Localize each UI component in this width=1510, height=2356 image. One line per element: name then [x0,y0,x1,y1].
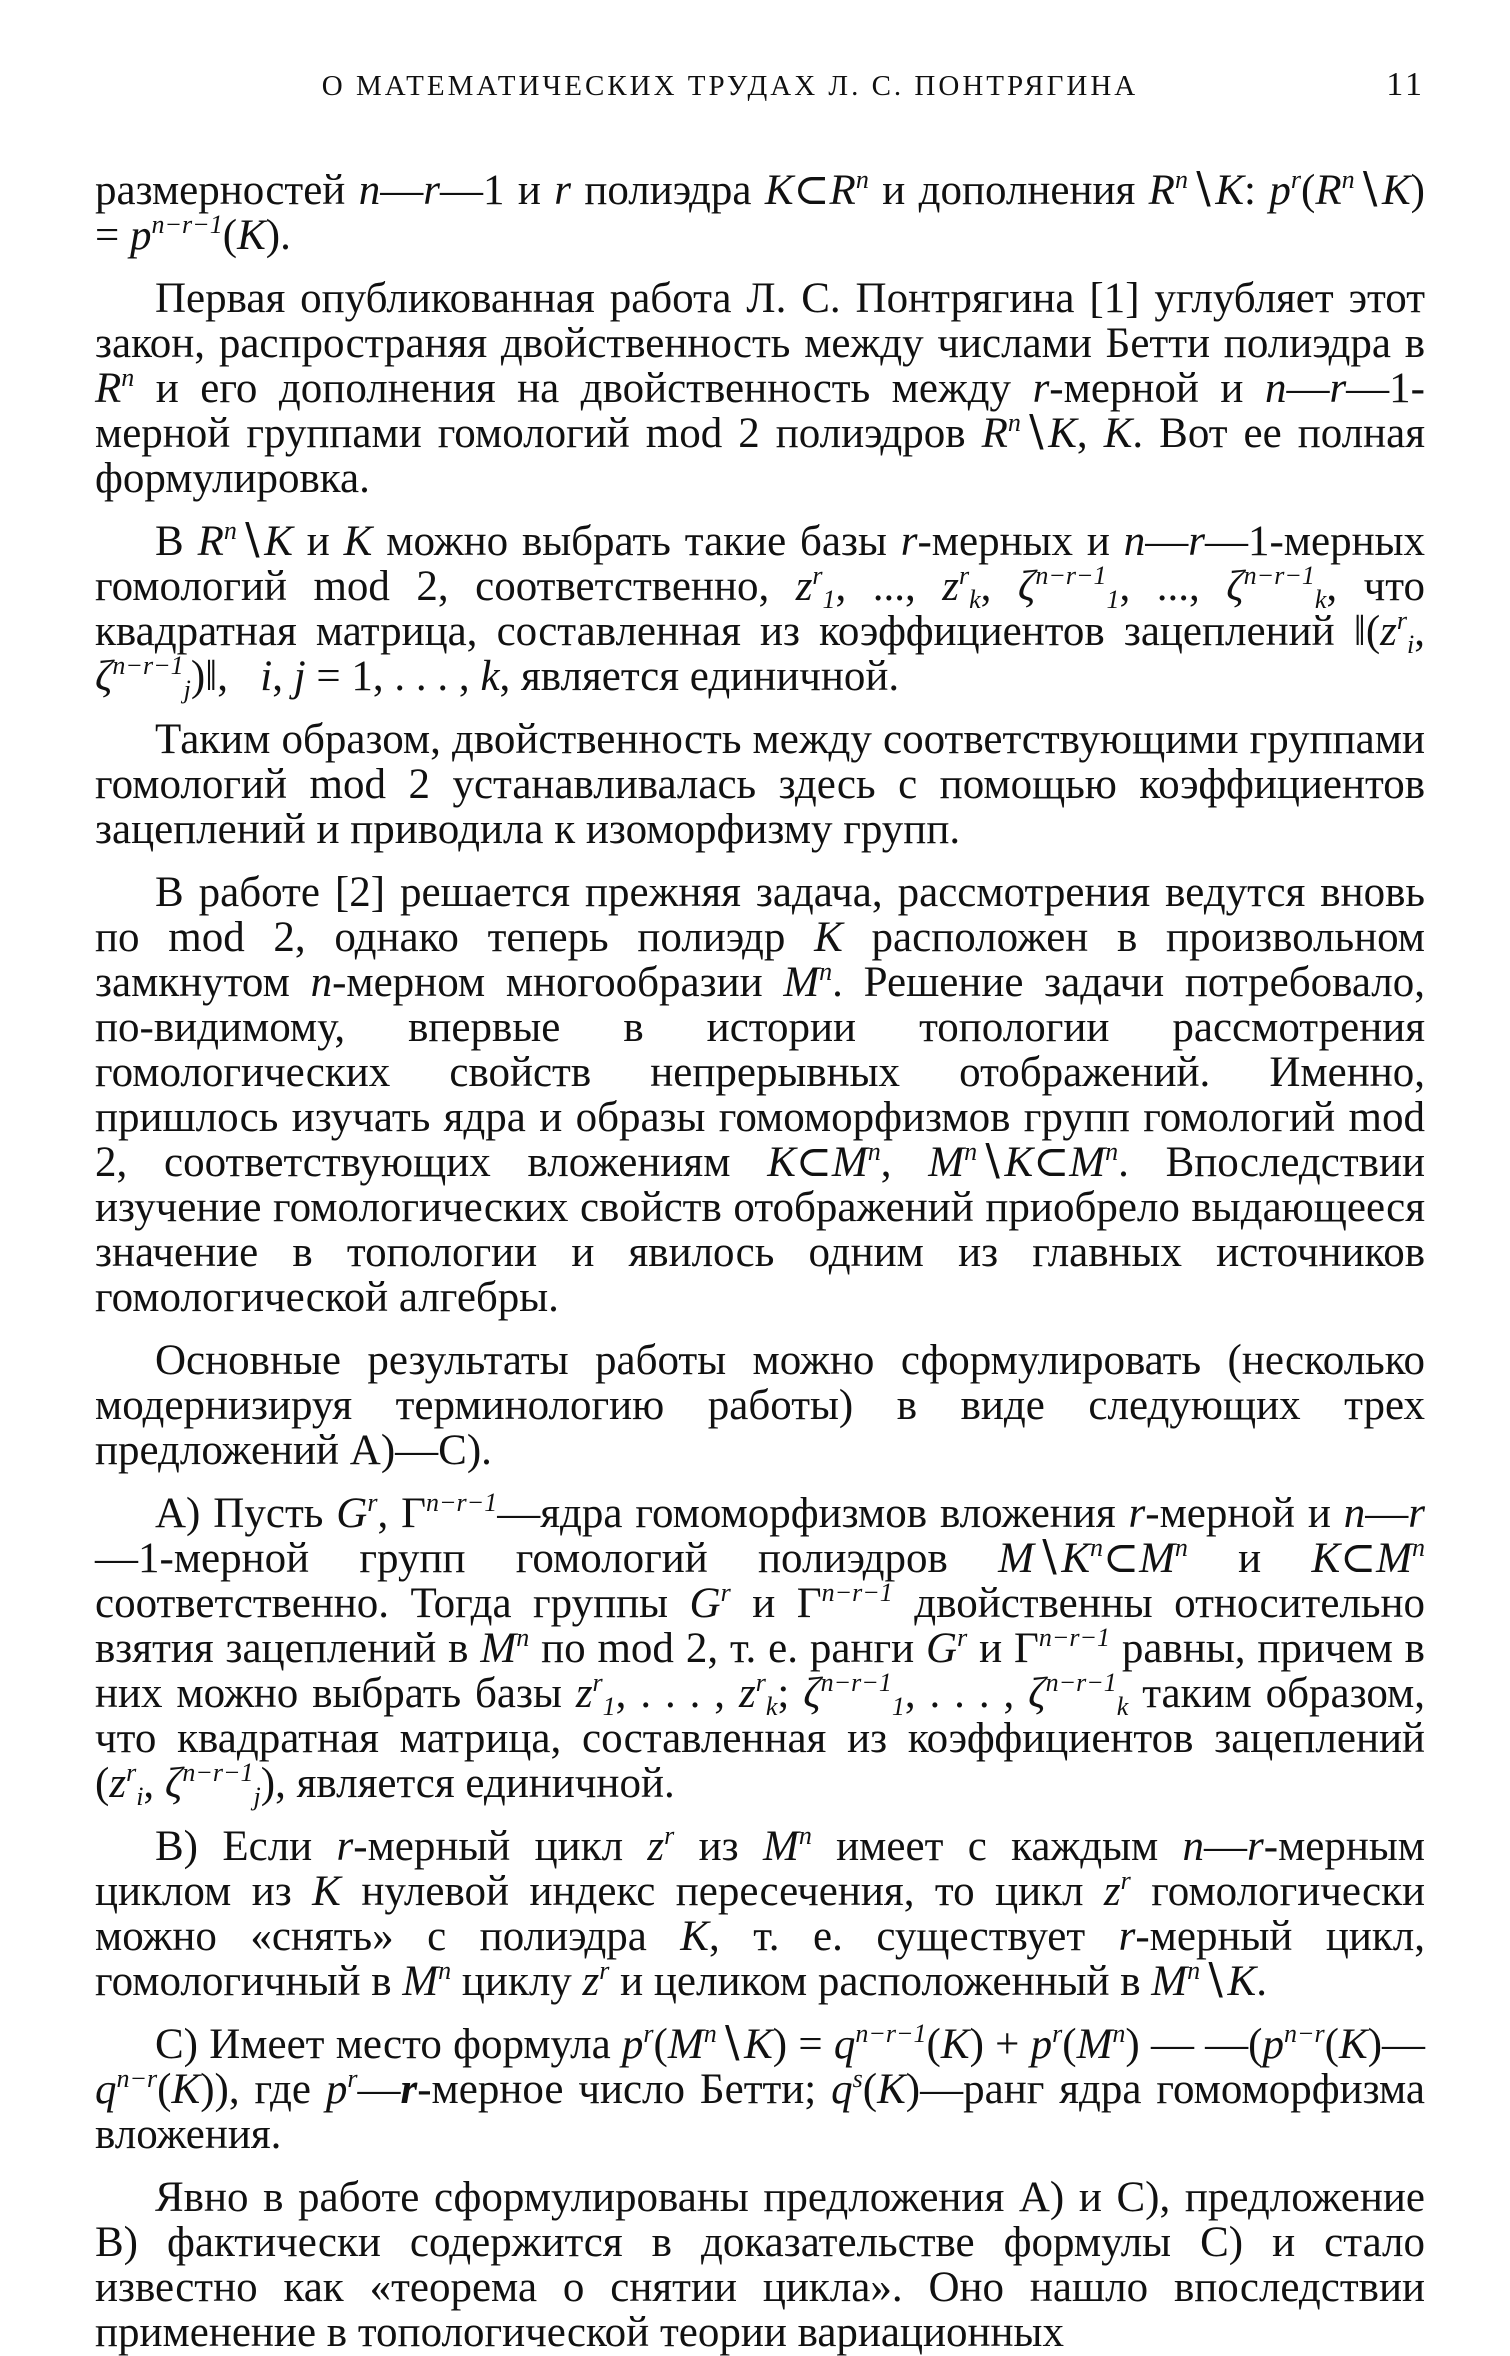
paragraph-first-work: Первая опубликованная работа Л. С. Понтрягина [1] углубляет этот закон, распространяя двойственность между числами Бетти полиэдра в $R^n$ и его дополнения на двойственность между r-мерной и n—r—1-мерной группами гомологий mod 2 полиэдров $R^n∖K$, K. Вот ее полная формулировка. [95,275,1426,502]
page-number: 11 [1386,66,1425,103]
running-head [95,40,1425,120]
running-title: О МАТЕМАТИЧЕСКИХ ТРУДАХ Л. С. ПОНТРЯГИНА [321,70,1139,102]
body-text [95,165,1426,2356]
paragraph-formulation: В $R^n∖K$ и K можно выбрать такие базы r-мерных и n—r—1-мерных гомологий mod 2, соответственно, $z^r_1$, ..., $z^r_k$, $\zeta^{n-r-1}_1$, ..., $\zeta^{n-r-1}_k$, что квадратная матрица, составленная из коэффициентов зацеплений $‖(z^r_i$, $\zeta^{n-r-1}_j)‖$, i, j = 1, . . . , k, является единичной. [95,516,1426,704]
page [95,40,1426,2356]
paragraph-duality: Таким образом, двойственность между соответствующими группами гомологий mod 2 устанавливалась здесь с помощью коэффициентов зацеплений и приводила к изоморфизму групп. [95,716,1425,853]
proposition-c: C) Имеет место формула $p^r(M^n∖K) = q^{n-r-1}(K) + p^r(M^n)$ — $—(p^{n-r}(K)—q^{n-r}(K))$, где $p^r—r$-мерное число Бетти; $q^s(K)—ранг$ ядра гомоморфизма вложения. [95,2019,1426,2158]
paragraph-work-2: В работе [2] решается прежняя задача, рассмотрения ведутся вновь по mod 2, однако теперь полиэдр K расположен в произвольном замкнутом n-мерном многообразии $M^n$. Решение задачи потребовало, по-видимому, впервые в истории топологии рассмотрения гомологических свойств непрерывных отображений. Именно, пришлось изучать ядра и образы гомоморфизмов групп гомологий mod 2, соответствующих вложениям $K\subset M^n$, $M^n∖K\subset M^n$. Впоследствии изучение гомологических свойств отображений приобрело выдающееся значение в топологии и явилось одним из главных источников гомологической алгебры. [95,869,1426,1321]
paragraph-continuation: размерностей n—r—1 и r полиэдра $K\subset R^n$ и дополнения $R^n∖K$: $p^r(R^n∖K) = p^{n-r-1}(K)$. [95,165,1425,259]
paragraph-conclusion: Явно в работе сформулированы предложения A) и C), предложение B) фактически содержится в доказательстве формулы C) и стало известно как «теорема о снятии цикла». Оно нашло впоследствии применение в топологической теории вариационных [95,2174,1425,2356]
proposition-a: A) Пусть $G^r$, $\Gamma^{n-r-1}—ядра$ гомоморфизмов вложения r-мерной и n—r—1-мерной групп гомологий полиэдров $M∖K^n\subset M^n$ и $K\subset M^n$ соответственно. Тогда группы $G^r$ и $\Gamma^{n-r-1}$ двойственны относительно взятия зацеплений в $M^n$ по mod 2, т. е. ранги $G^r$ и $\Gamma^{n-r-1}$ равны, причем в них можно выбрать базы $z^r_1$, . . . , $z^r_k$; $\zeta^{n-r-1}_1$, . . . , $\zeta^{n-r-1}_k$ таким образом, что квадратная матрица, составленная из коэффициентов зацеплений ($z^r_i$, $\zeta^{n-r-1}_j$), является единичной. [95,1488,1426,1811]
paragraph-main-results: Основные результаты работы можно сформулировать (несколько модернизируя терминологию работы) в виде следующих трех предложений A)—C). [95,1337,1425,1474]
proposition-b: B) Если r-мерный цикл $z^r$ из $M^n$ имеет с каждым n—r-мерным циклом из K нулевой индекс пересечения, то цикл $z^r$ гомологически можно «снять» с полиэдра K, т. е. существует r-мерный цикл, гомологичный в $M^n$ циклу $z^r$ и целиком расположенный в $M^n∖K$. [95,1821,1425,2005]
